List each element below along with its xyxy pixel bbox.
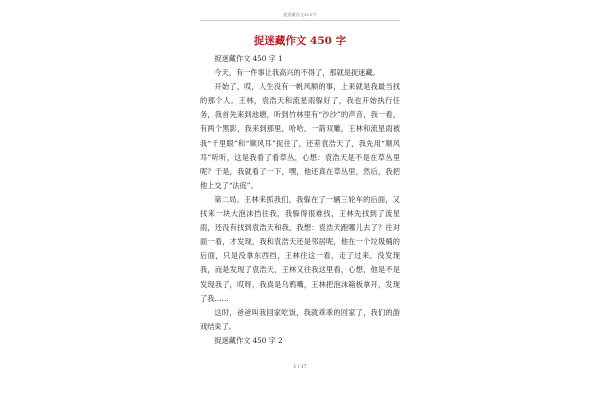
paragraph-2: 开始了，哎，人生没有一帆风顺的事，上来就是我最当找的那个人。王林，袁浩天和流星雨躲好了，我也开始执行任务，我首先来到池塘，听到竹林里有“沙沙”的声音，我一看，有两个黑影，我来到那里，哈哈，一箭双雕，王林和流星雨被我“千里眼”和“顺风耳”捉住了，还差袁浩天了，我先用“顺风耳”听听，这是我看了看草丛，心想：袁浩天是不是在草丛里呢？于是，我就看了一下，嘿，他还真在草丛里，然后，我把他上交了“法庭”。 xyxy=(200,82,400,190)
paragraph-1: 今天，有一件事让我高兴的不得了，那就是捉迷藏。 xyxy=(214,68,380,78)
running-header: 捉迷藏作文450字 xyxy=(283,12,317,17)
section-heading-1: 捉迷藏作文 450 字 1 xyxy=(214,54,283,63)
page-number: 1 / 17 xyxy=(293,365,307,370)
document-body xyxy=(200,52,400,348)
paragraph-3: 第二局，王林来抓我们，我躲在了一辆三轮车的后面，又找来一块大泡沫挡住我，我躲得很难找，王林先找到了流星雨，还没有找到袁浩天和我，我想：袁浩天跑哪儿去了？往对面一看，才发现，我和袁浩天还是邻居呢，他在一个垃圾桶的后面，只是没拿东西挡，王林往这一看，走了过来，没发现我，而是发现了袁浩天，王林又往我这里看，心想，他是不是发现我了，哎呀，我真是乌鸦嘴，王林把泡沫箱板拿开，发现了我…… xyxy=(200,194,400,303)
header-divider xyxy=(200,20,400,21)
section-heading-2: 捉迷藏作文 450 字 2 xyxy=(214,335,283,345)
document-title: 捉迷藏作文 450 字 xyxy=(253,35,347,47)
paragraph-4: 这时，爸爸叫我回家吃饭，我就乖乖的回家了，我们的游戏结束了。 xyxy=(200,307,400,331)
